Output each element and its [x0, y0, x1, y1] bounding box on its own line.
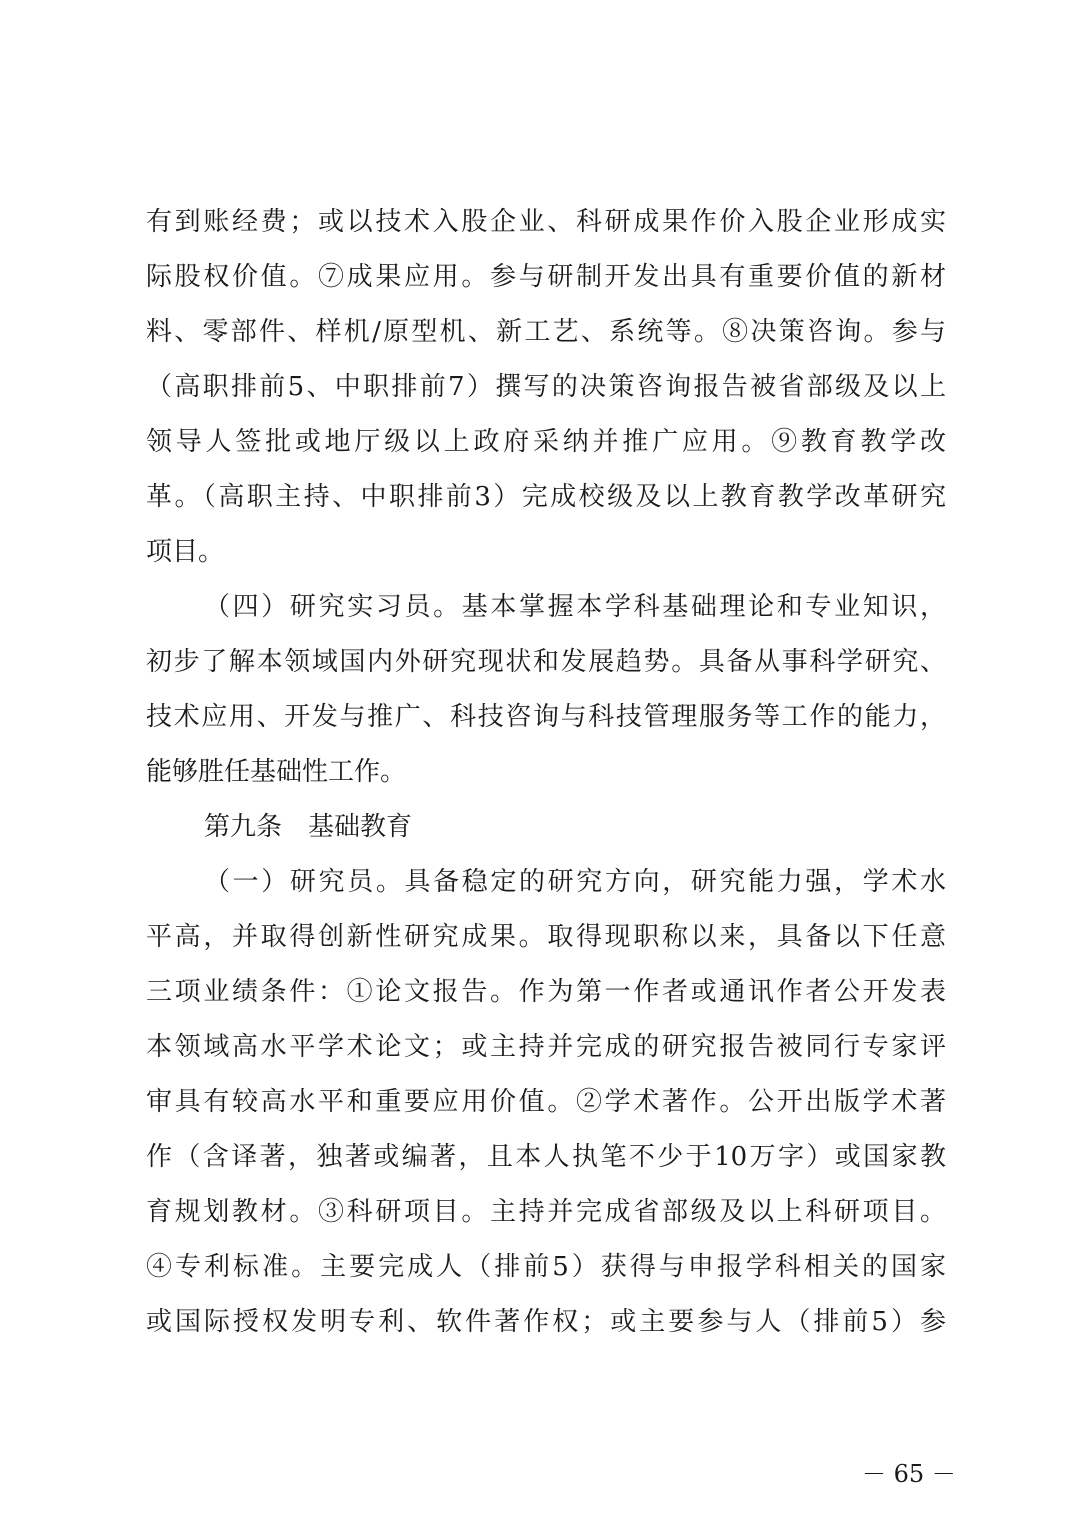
text-line: 料、零部件、样机/原型机、新工艺、系统等。⑧决策咨询。参与: [146, 317, 946, 347]
paragraph-heading-researcher: （一）研究员。具备稳定的研究方向，研究能力强，学术水: [204, 867, 946, 897]
text-line: 或国际授权发明专利、软件著作权；或主要参与人（排前5）参: [146, 1307, 946, 1337]
text-line: （高职排前5、中职排前7）撰写的决策咨询报告被省部级及以上: [146, 372, 946, 402]
article-heading: 第九条 基础教育: [204, 812, 413, 842]
text-line: 技术应用、开发与推广、科技咨询与科技管理服务等工作的能力，: [146, 702, 946, 732]
text-line: 育规划教材。③科研项目。主持并完成省部级及以上科研项目。: [146, 1197, 946, 1227]
text-line: 初步了解本领域国内外研究现状和发展趋势。具备从事科学研究、: [146, 647, 946, 677]
text-line: 有到账经费；或以技术入股企业、科研成果作价入股企业形成实: [146, 207, 946, 237]
text-line: 平高，并取得创新性研究成果。取得现职称以来，具备以下任意: [146, 922, 946, 952]
text-line: 三项业绩条件：①论文报告。作为第一作者或通讯作者公开发表: [146, 977, 946, 1007]
text-line: 项目。: [146, 537, 225, 567]
text-line: 领导人签批或地厅级以上政府采纳并推广应用。⑨教育教学改: [146, 427, 946, 457]
text-line: 能够胜任基础性工作。: [146, 757, 407, 787]
page-number: － 65 －: [862, 1460, 956, 1488]
paragraph-heading-research-intern: （四）研究实习员。基本掌握本学科基础理论和专业知识，: [204, 592, 946, 622]
text-line: 审具有较高水平和重要应用价值。②学术著作。公开出版学术著: [146, 1087, 946, 1117]
text-line: 作（含译著，独著或编著，且本人执笔不少于10万字）或国家教: [146, 1142, 946, 1172]
text-line: 际股权价值。⑦成果应用。参与研制开发出具有重要价值的新材: [146, 262, 946, 292]
text-line: ④专利标准。主要完成人（排前5）获得与申报学科相关的国家: [146, 1252, 946, 1282]
text-line: 革。（高职主持、中职排前3）完成校级及以上教育教学改革研究: [146, 482, 946, 512]
text-line: 本领域高水平学术论文；或主持并完成的研究报告被同行专家评: [146, 1032, 946, 1062]
